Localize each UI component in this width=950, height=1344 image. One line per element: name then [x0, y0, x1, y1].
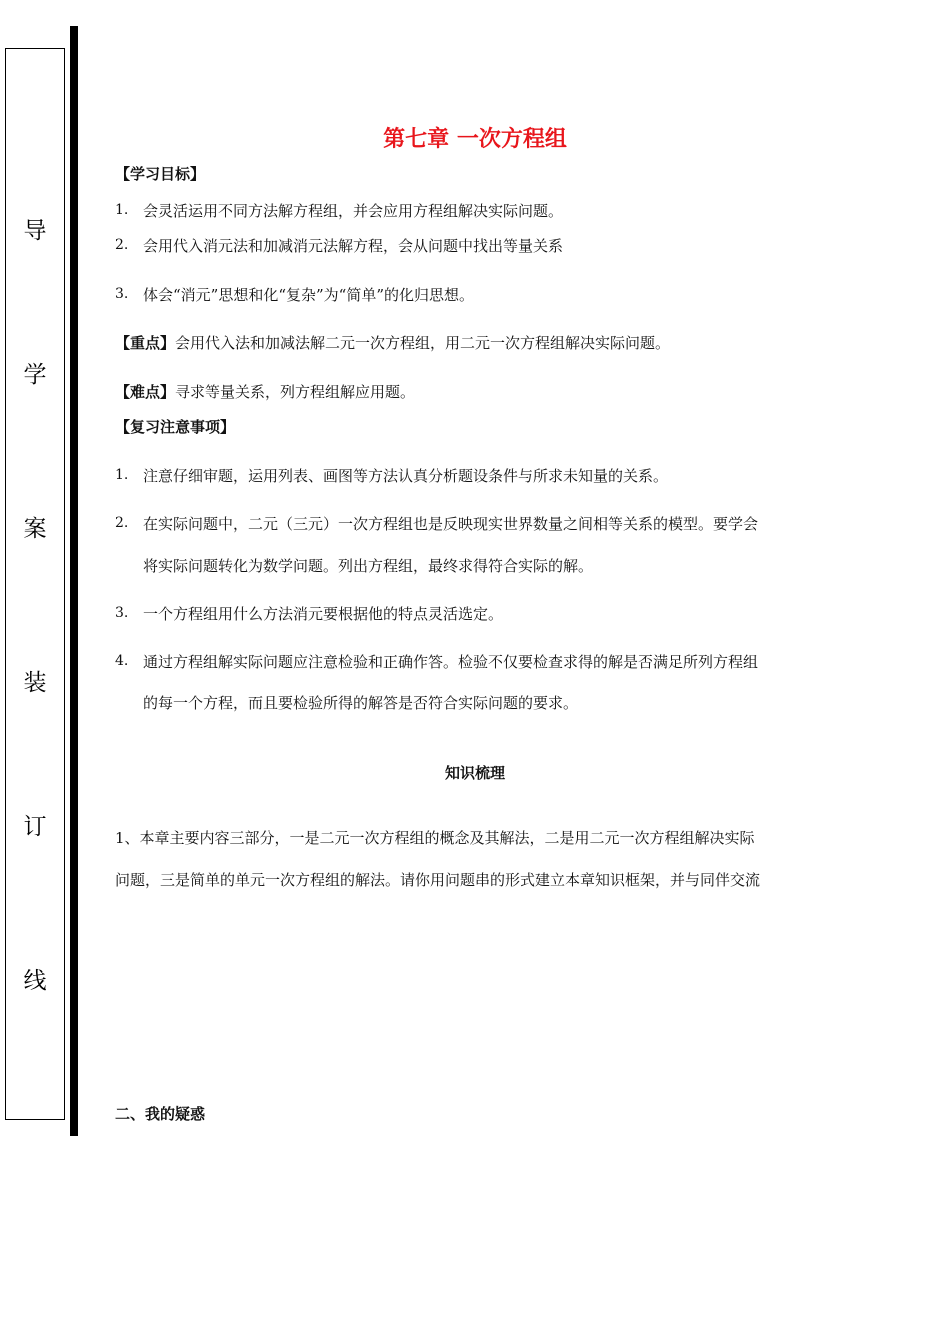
review-num: 4.	[115, 653, 129, 669]
knowledge-paragraph-line: 1、本章主要内容三部分，一是二元一次方程组的概念及其解法，二是用二元一次方程组解决实际	[115, 829, 755, 847]
binding-bar	[70, 26, 78, 1136]
difficulty-line	[115, 381, 415, 402]
objective-text: 会灵活运用不同方法解方程组，并会应用方程组解决实际问题。	[143, 202, 564, 220]
review-text: 一个方程组用什么方法消元要根据他的特点灵活选定。	[143, 605, 504, 623]
objective-text: 体会“消元”思想和化“复杂”为“简单”的化归思想。	[143, 286, 475, 304]
objective-num: 3.	[115, 286, 129, 302]
chapter-title: 第七章 一次方程组	[383, 127, 567, 152]
review-text-continued: 将实际问题转化为数学问题。列出方程组，最终求得符合实际的解。	[143, 557, 594, 575]
knowledge-heading: 知识梳理	[444, 764, 505, 782]
review-text: 在实际问题中，二元（三元）一次方程组也是反映现实世界数量之间相等关系的模型。要学会	[143, 515, 759, 533]
difficulty-label: 【难点】	[115, 383, 176, 401]
review-num: 2.	[115, 515, 129, 531]
binding-char-xue: 学	[23, 362, 47, 388]
review-text-continued: 的每一个方程，而且要检验所得的解答是否符合实际问题的要求。	[143, 694, 579, 712]
objective-num: 2.	[115, 237, 129, 253]
binding-char-xian: 线	[23, 968, 47, 994]
objectives-heading: 【学习目标】	[115, 165, 206, 183]
doubts-heading: 二、我的疑惑	[115, 1105, 206, 1123]
key-point-label: 【重点】	[115, 334, 176, 352]
key-point-text: 会用代入法和加减法解二元一次方程组，用二元一次方程组解决实际问题。	[175, 334, 671, 352]
review-num: 3.	[115, 605, 129, 621]
review-text: 注意仔细审题，运用列表、画图等方法认真分析题设条件与所求未知量的关系。	[143, 467, 669, 485]
objective-text: 会用代入消元法和加减消元法解方程，会从问题中找出等量关系	[143, 237, 564, 255]
binding-char-ding: 订	[23, 814, 47, 840]
difficulty-text: 寻求等量关系，列方程组解应用题。	[175, 383, 416, 401]
review-heading: 【复习注意事项】	[115, 418, 236, 436]
binding-char-zhuang: 装	[23, 670, 47, 696]
binding-char-an: 案	[23, 516, 47, 542]
key-point-line	[115, 332, 670, 353]
knowledge-paragraph-line: 问题，三是简单的单元一次方程组的解法。请你用问题串的形式建立本章知识框架，并与同伴交流	[115, 871, 761, 889]
binding-char-dao: 导	[23, 218, 47, 244]
objective-num: 1.	[115, 202, 129, 218]
binding-margin-box	[5, 48, 65, 1120]
review-num: 1.	[115, 467, 129, 483]
review-text: 通过方程组解实际问题应注意检验和正确作答。检验不仅要检查求得的解是否满足所列方程组	[143, 653, 759, 671]
